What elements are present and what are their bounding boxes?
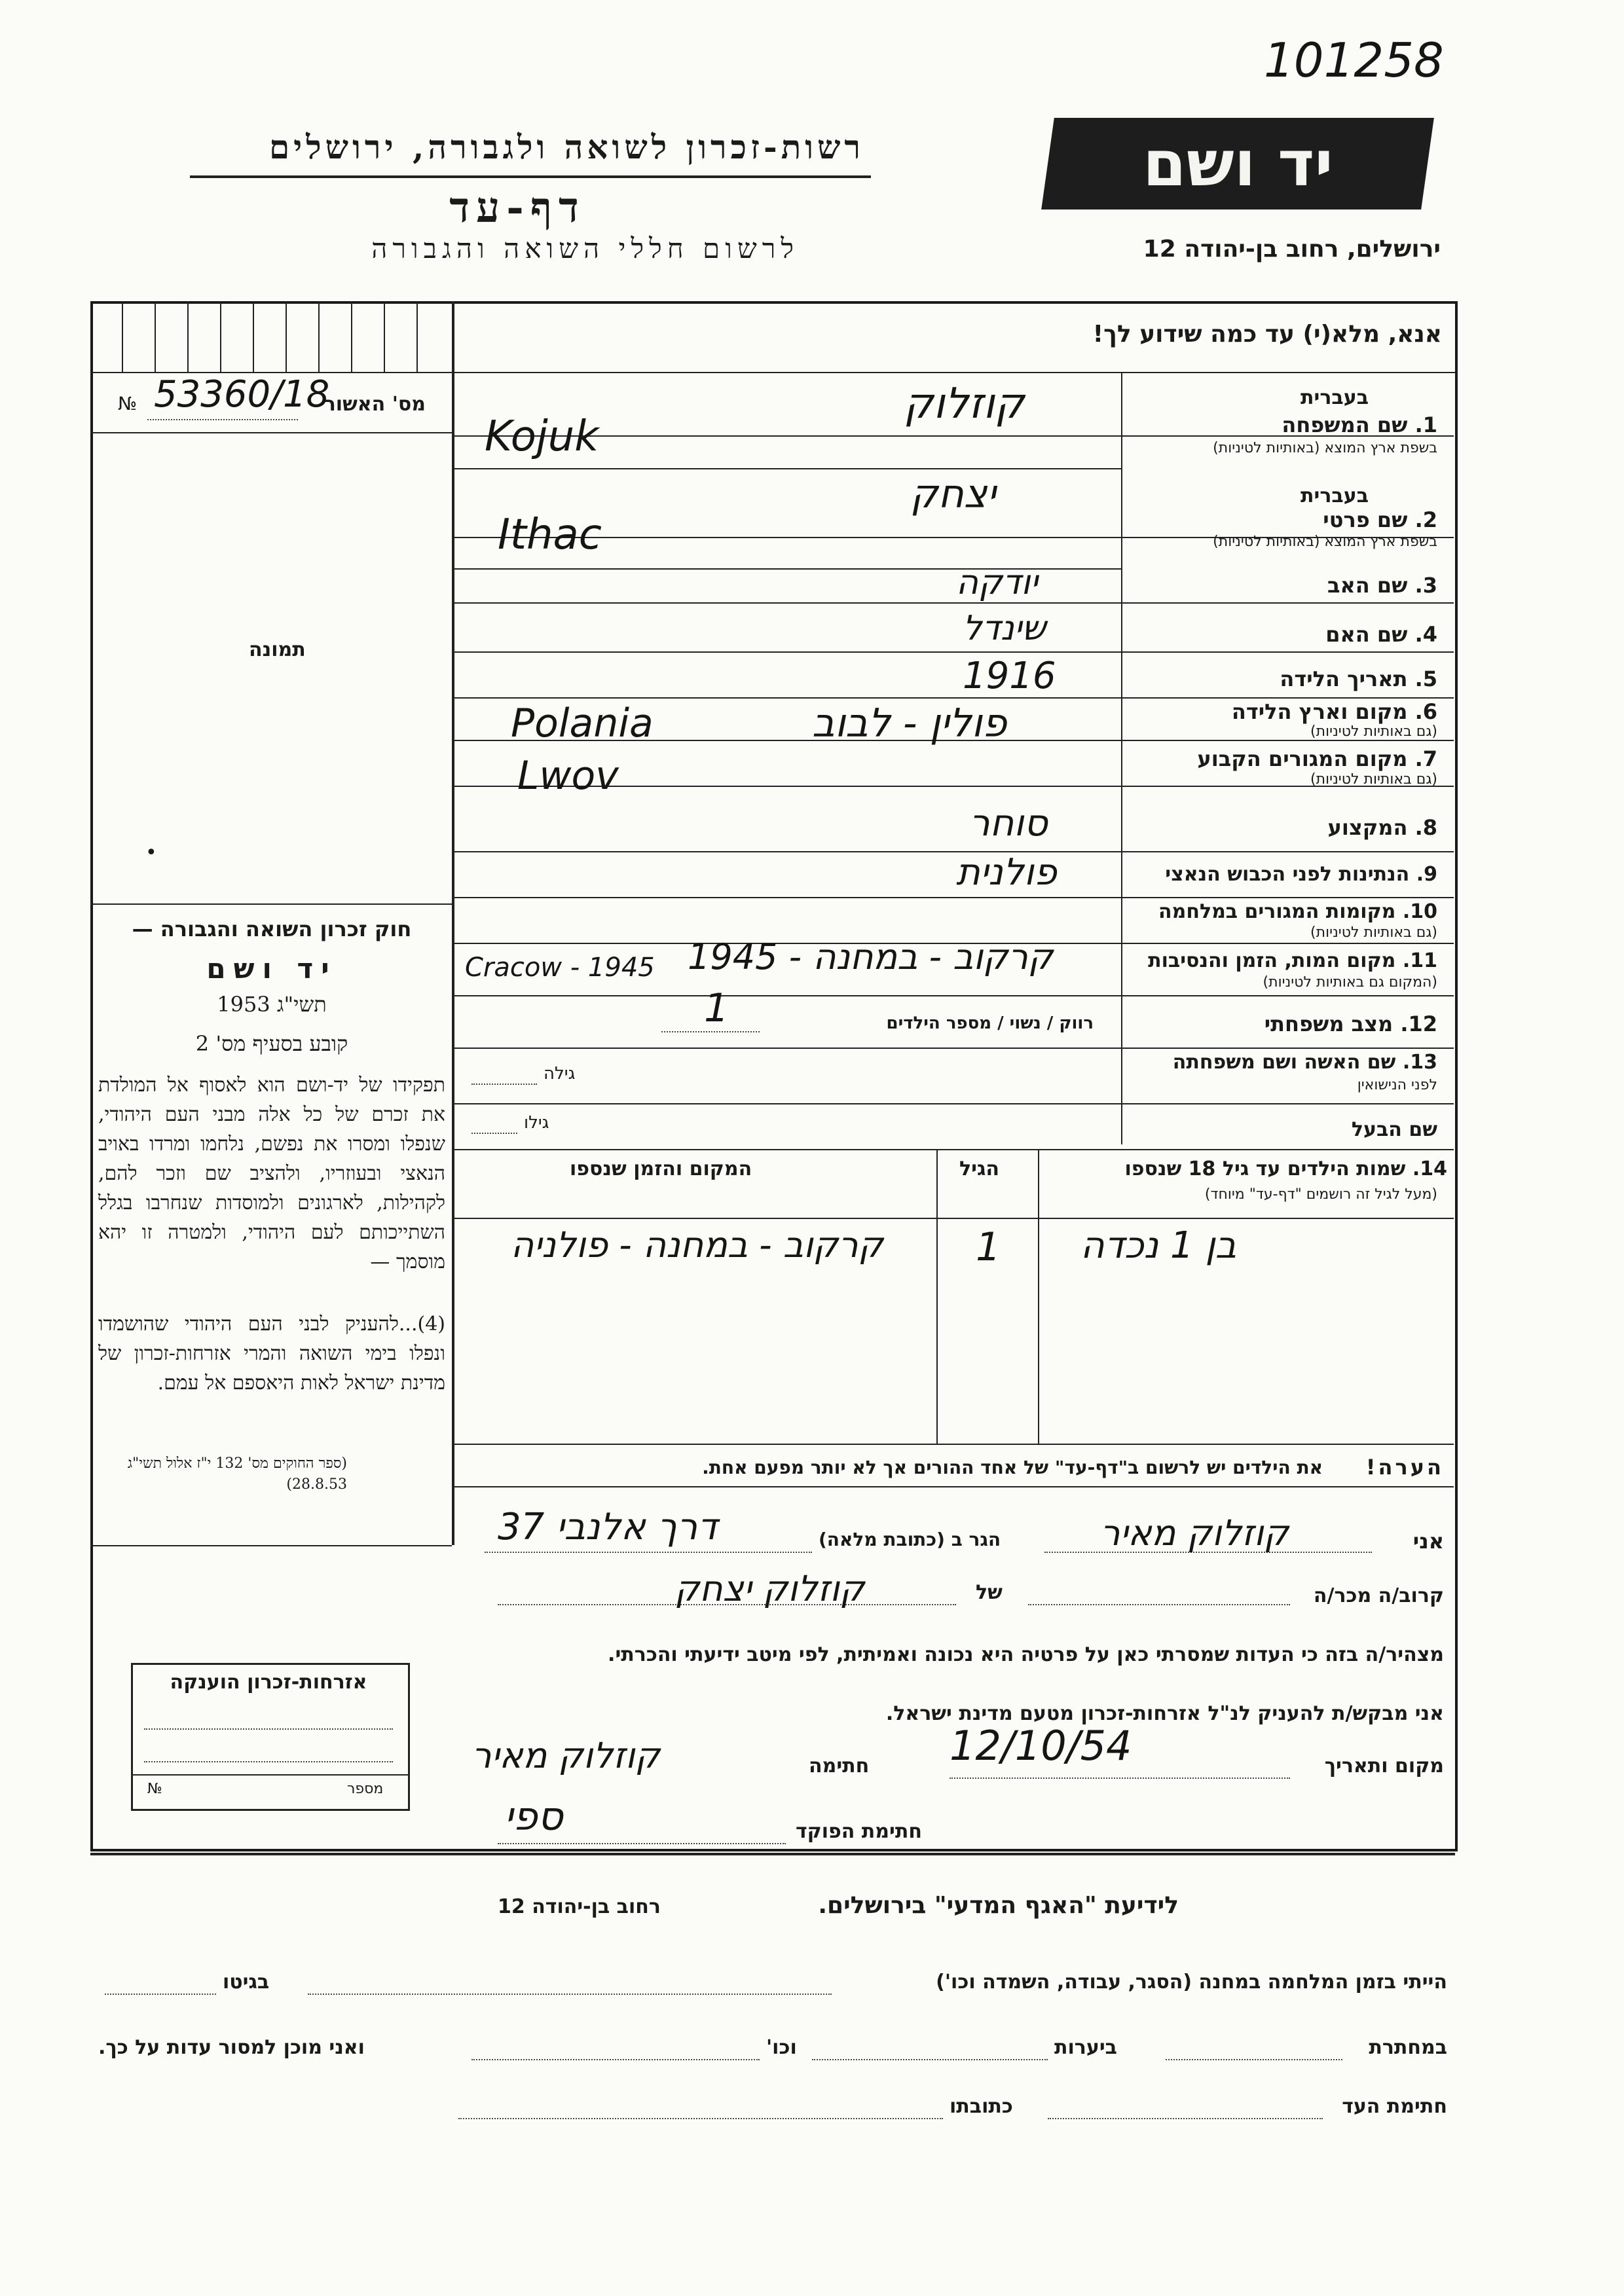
of-value[interactable]: קוזלוק יצחק [674,1568,865,1609]
field-3-value[interactable]: יודקה [956,563,1039,602]
document-number: 101258 [1264,33,1444,88]
husband-label: שם הבעל [1351,1118,1437,1141]
request-text: אני מבקש/ת להעניק לנ"ל אזרחות-זכרון מטעם מדינת ישראל. [885,1702,1444,1725]
field-2-label: 2. שם פרטי [1323,507,1437,532]
citizenship-title: אזרחות-זכרון הוענקה [170,1671,367,1694]
field-11-value-latin[interactable]: Cracow - 1945 [465,953,655,983]
declarant-address[interactable]: דרך אלנבי 37 [498,1506,718,1548]
field-4-value[interactable]: שינדל [963,609,1046,648]
form-title: דף-עד [449,183,585,232]
law-box-bottom [90,1545,452,1546]
official-signature[interactable]: ספי [504,1794,563,1840]
law-year: 1953 [217,992,270,1017]
children-label: 14. שמות הילדים עד גיל 18 שנספו [1124,1157,1447,1180]
approval-number[interactable]: 53360/18 [154,373,330,416]
field-12-children-count[interactable]: 1 [704,985,729,1031]
children-place-header: המקום והזמן שנספו [570,1157,752,1180]
approval-prefix: № [118,393,138,414]
in-hebrew-label-2: בעברית [1301,484,1369,507]
yad-vashem-logo [1041,118,1434,210]
field-12-label: 12. מצב משפחתי [1264,1011,1437,1036]
photo-box-bottom [90,903,452,905]
law-text: תפקידו של יד-ושם הוא לאסוף אל המולדת את זכרם של כל אלה מבני העם היהודי, שנפלו ומסרו את נפשם, נלחמו ומרדו באויב הנאצי ובעוזריו, ולהציב שם וזכר להם, לקהילות, לארגונים ולמוסדות שנחרבו בגלל השתייכותם לעם היהודי, ולמטרה זו יהא מוסמך — [98,1074,445,1273]
form-subtitle: לרשום חללי השואה והגבורה [371,232,799,264]
signature-value[interactable]: קוזלוק מאיר [471,1735,660,1776]
child-place[interactable]: קרקוב - במחנה - פולניה [511,1224,883,1266]
in-hebrew-label-1: בעברית [1301,386,1369,409]
approval-box-bottom [90,432,452,433]
children-age-header: הגיל [959,1157,999,1180]
field-13-label: 13. שם האשה ושם משפחתה [1172,1051,1437,1074]
citizenship-number-label: מספר [347,1781,384,1797]
address-header: ירושלים, רחוב בן-יהודה 12 [1143,236,1441,263]
field-1-value-latin[interactable]: Kojuk [485,412,599,461]
witness-address-label: כתובתו [950,2095,1013,2118]
date-value[interactable]: 12/10/54 [950,1722,1132,1770]
logo-text: יד ושם [1142,127,1333,200]
field-11-sub: (המקום גם באותיות לטיניות) [1263,974,1437,991]
resident-label: הגר ב (כתובת מלאה) [819,1529,1001,1550]
field-1-sub: בשפת ארץ המוצא (באותיות לטיניות) [1213,440,1437,456]
citizenship-number-prefix: № [147,1781,162,1797]
declarant-name[interactable]: קוזלוק מאיר [1100,1512,1289,1554]
field-5-value[interactable]: 1916 [963,655,1056,697]
field-4-label: 4. שם האם [1325,622,1437,647]
official-label: חתימת הפוקד [796,1820,922,1843]
law-reference: (ספר החוקים מס' 132 י"ז אלול תשי"ג 28.8.53) [127,1455,347,1493]
relation-label: קרוב/ה מכר/ה [1313,1584,1444,1607]
field-9-value[interactable]: פולנית [956,851,1057,894]
law-clause: קובע בסעיף מס' 2 [195,1031,348,1056]
field-12-sub: רווק / נשוי / מספר הילדים [886,1013,1094,1033]
authority-underline [190,175,871,178]
witness-label: חתימת העד [1342,2095,1447,2118]
of-label: של [976,1581,1003,1604]
husband-age-label: גילו [524,1113,549,1133]
field-7-value[interactable]: Lwov [517,753,619,799]
law-title: חוק זכרון השואה והגבורה — [132,917,412,941]
photo-label: תמונה [249,638,306,661]
law-text-2: (4)...להעניק לבני העם היהודי שהושמדו ונפלו בימי השואה והמרי אזרחות-זכרון של מדינת ישראל לאות היאספם אל עמם. [98,1313,445,1394]
child-name[interactable]: בן 1 נכדה [1080,1224,1237,1267]
left-column-border [452,301,454,1545]
note-label: הערה! [1365,1455,1444,1480]
ready-label: ואני מוכן למסור עדות על כך. [98,2036,365,2059]
law-name: יד ושם [206,953,337,985]
note-text: את הילדים יש לרשום ב"דף-עד" של אחד ההורים אך לא יותר מפעם אחת. [702,1457,1323,1478]
field-10-label: 10. מקומות המגורים במלחמה [1158,900,1437,923]
field-1-label: 1. שם המשפחה [1282,412,1437,437]
authority-name: רשות-זכרון לשואה ולגבורה, ירושלים [268,128,864,166]
instruction: אנא, מלא(י) עד כמה שידוע לך! [1092,321,1442,348]
field-11-value-he[interactable]: קרקוב - במחנה - 1945 [688,936,1054,977]
field-1-value-he[interactable]: קוזלוק [904,380,1025,428]
field-2-value-he[interactable]: יצחק [910,471,996,517]
field-2-sub: בשפת ארץ המוצא (באותיות לטיניות) [1213,534,1437,550]
field-3-label: 3. שם האב [1327,573,1437,598]
signature-label: חתימה [809,1755,870,1777]
underground-label: במחתרת [1369,2036,1447,2059]
wife-age-label: גילה [544,1064,576,1084]
field-10-sub: (גם באותיות לטיניות) [1310,924,1437,941]
field-7-sub: (גם באותיות לטיניות) [1310,771,1437,788]
field-6-label: 6. מקום וארץ הלידה [1231,699,1437,724]
children-sub: (מעל לגיל זה רושמים "דף-עד" מיוחד) [1204,1186,1437,1203]
place-date-label: מקום ותאריך [1324,1755,1444,1777]
declaration-i: אני [1412,1529,1444,1554]
field-5-label: 5. תאריך הלידה [1280,666,1437,691]
field-6-value-latin[interactable]: Polania [511,701,654,746]
child-age[interactable]: 1 [976,1224,1001,1270]
field-13-sub: לפני הנישואין [1357,1077,1437,1093]
declare-text: מצהיר/ה בזה כי העדות שמסרתי כאן על פרטיה היא נכונה ואמיתית, לפי מיטב ידיעתי והכרתי. [608,1643,1444,1666]
field-8-value[interactable]: סוחר [969,802,1048,845]
footer-divider [90,1853,1455,1855]
ghetto-label: בגיטו [223,1971,270,1994]
field-8-label: 8. המקצוע [1327,815,1437,840]
notice-address: רחוב בן-יהודה 12 [498,1895,661,1918]
label-column-border [1121,372,1122,1144]
field-9-label: 9. הנתינות לפני הכבוש הנאצי [1165,863,1437,886]
law-year-he: תשי"ג [276,992,327,1017]
footer-line-1: הייתי בזמן המלחמה במחנה (הסגר, עבודה, השמדה וכו') [936,1971,1447,1994]
notice-title: לידיעת "האגף המדעי" בירושלים. [818,1892,1179,1919]
etc-label: וכו' [766,2036,797,2059]
field-7-label: 7. מקום המגורים הקבוע [1197,746,1437,771]
forests-label: ביערות [1054,2036,1117,2059]
approval-label: מס' האשור [323,393,426,416]
field-2-value-latin[interactable]: Ithac [498,511,602,559]
field-6-value-he[interactable]: פולין - לבוב [812,701,1007,746]
field-11-label: 11. מקום המות, הזמן והנסיבות [1148,949,1437,972]
field-6-sub: (גם באותיות לטיניות) [1310,723,1437,740]
